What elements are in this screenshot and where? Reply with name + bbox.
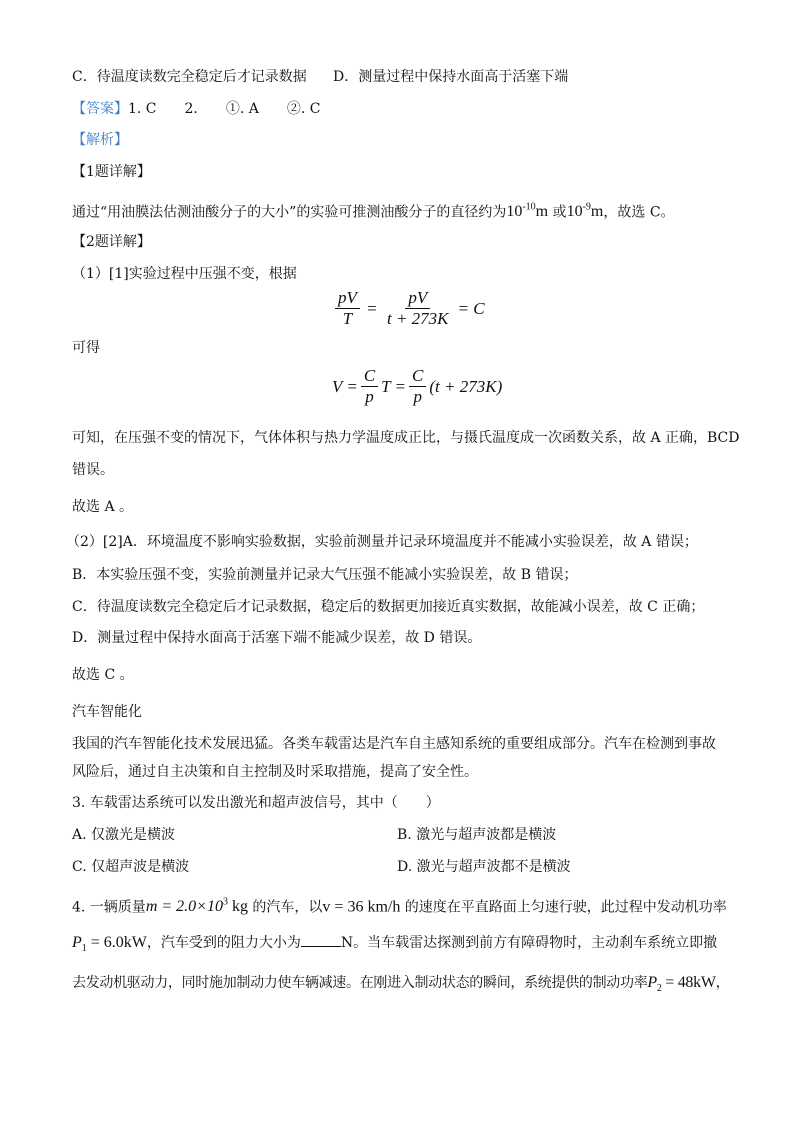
q4-line2 [72, 934, 717, 958]
q2-sel2: 故选 C 。 [72, 667, 134, 683]
q4-line3 [72, 974, 729, 998]
num: pV [335, 288, 360, 309]
v1: 10 [506, 203, 523, 221]
q3-option-b: B. 激光与超声波都是横波 [397, 827, 557, 843]
den: p [413, 387, 422, 406]
val: = 48kW [661, 974, 716, 991]
q2-p5: C．待温度读数完全稳定后才记录数据，稳定后的数据更加接近真实数据，故能减小误差，故 C 正确； [72, 599, 705, 615]
q3-option-c: C. 仅超声波是横波 [72, 859, 190, 875]
option-d [333, 68, 568, 86]
frac-1 [335, 288, 360, 329]
den: T [342, 309, 353, 328]
frac-2 [384, 288, 452, 329]
e2: -9 [582, 202, 591, 213]
answer-tag: 【答案】 [72, 101, 128, 117]
q3-option-a: A. 仅激光是横波 [72, 827, 176, 843]
q4-l3: 去发动机驱动力，同时施加制动力使车辆减速。在刚进入制动状态的瞬间，系统提供的制动功率 [72, 975, 648, 991]
unit1: m [535, 203, 549, 221]
q4-line1 [72, 894, 727, 916]
q1-value1 [506, 203, 548, 220]
den: t + 273K [386, 309, 449, 328]
sub: 1 [81, 943, 87, 955]
mexp: 3 [222, 897, 228, 908]
q1-text [72, 199, 675, 221]
unit2: m [590, 203, 604, 221]
analysis-tag: 【解析】 [72, 132, 128, 148]
section-intro-b: 风险后，通过自主决策和自主控制及时采取措施，提高了安全性。 [72, 764, 478, 780]
frac-3 [361, 366, 378, 407]
eq: = [362, 298, 381, 318]
q4-l3end: ， [715, 975, 730, 991]
answer-blank[interactable] [301, 934, 341, 947]
p: P [72, 934, 82, 951]
answer-line [72, 100, 321, 118]
den: p [365, 387, 374, 406]
q2-heading: 【2题详解】 [72, 234, 151, 250]
q2-p3: （2）[2]A．环境温度不影响实验数据，实验前测量并记录环境温度并不能减小实验误差，故 A 错误； [66, 534, 698, 550]
munit: kg [227, 898, 248, 916]
q2-p1: （1）[1]实验过程中压强不变，根据 [72, 266, 297, 282]
q2-p2b: 错误。 [72, 462, 114, 478]
or: 或 [548, 204, 567, 221]
q4-l2a: ，汽车受到的阻力大小为 [146, 935, 301, 951]
q1-value2 [567, 203, 604, 220]
q1-tail: ，故选 C。 [603, 204, 675, 221]
q4-l1c: 的速度在平直路面上匀速行驶，此过程中发动机功率 [400, 899, 727, 916]
num: pV [405, 288, 430, 309]
section-title: 汽车智能化 [72, 704, 142, 720]
section-intro-a: 我国的汽车智能化技术发展迅猛。各类车载雷达是汽车自主感知系统的重要组成部分。汽车在检测到事故 [72, 736, 716, 752]
answer-text: 1. C 2. ①. A ②. C [128, 101, 321, 117]
frac-4 [409, 366, 426, 407]
option-c-text: C．待温度读数完全稳定后才记录数据 [72, 69, 307, 85]
p: P [647, 974, 657, 991]
q1-text-a: 通过“用油膜法估测油酸分子的大小”的实验可推测油酸分子的直径约为 [72, 204, 507, 221]
lhs: V = [332, 376, 358, 396]
speed: v = 36 km/h [322, 898, 401, 916]
rhs: = C [457, 298, 485, 318]
q2-p2a: 可知，在压强不变的情况下，气体体积与热力学温度成正比，与摄氏温度成一次函数关系，故 A 正确，BCD [72, 430, 740, 446]
p2 [647, 974, 716, 995]
num: C [409, 366, 426, 387]
m: m = 2.0×10 [145, 898, 223, 916]
option-c [72, 68, 307, 86]
sub: 2 [656, 983, 662, 995]
q2-p4: B．本实验压强不变，实验前测量并记录大气压强不能减小实验误差，故 B 错误； [72, 567, 578, 583]
q4-l2b: N。当车载雷达探测到前方有障碍物时，主动刹车系统立即撤 [340, 935, 718, 951]
mass [146, 898, 248, 915]
option-d-text: D．测量过程中保持水面高于活塞下端 [333, 69, 569, 85]
q3-option-d: D. 激光与超声波都不是横波 [397, 859, 571, 875]
num: C [361, 366, 378, 387]
q4-l1b: 的汽车，以 [247, 899, 323, 916]
q1-heading: 【1题详解】 [72, 164, 151, 180]
formula-1 [332, 288, 485, 329]
q3-stem: 3. 车载雷达系统可以发出激光和超声波信号，其中（ ） [72, 795, 440, 811]
v2: 10 [566, 203, 583, 221]
p1 [72, 934, 147, 955]
val: = 6.0kW [86, 934, 147, 951]
e1: -10 [522, 202, 536, 213]
q2-sel1: 故选 A 。 [72, 499, 134, 515]
q4-l1a: 4. 一辆质量 [72, 899, 146, 916]
q2-p6: D．测量过程中保持水面高于活塞下端不能减少误差，故 D 错误。 [72, 630, 482, 646]
formula-2 [332, 366, 502, 407]
paren: (t + 273K) [429, 376, 503, 396]
t: T = [381, 376, 407, 396]
kede: 可得 [72, 340, 100, 356]
